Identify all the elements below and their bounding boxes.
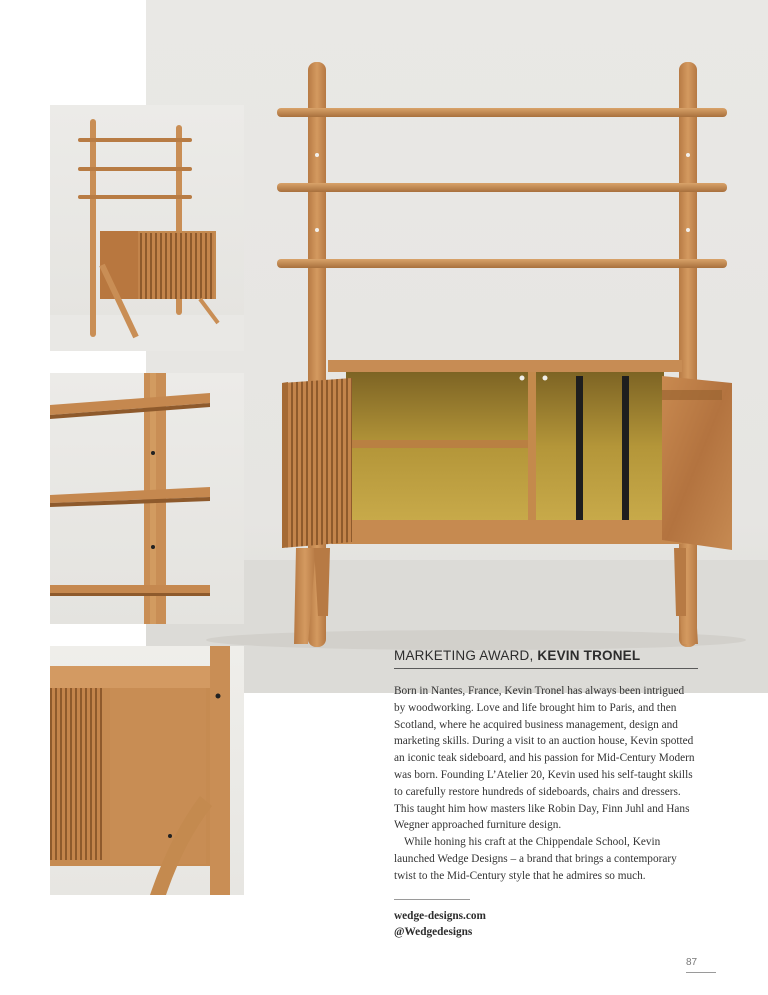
thumbnail-full-unit [50, 105, 244, 351]
thumbnail-cabinet-detail [50, 646, 244, 895]
paragraph: While honing his craft at the Chippendale School, Kevin launched Wedge Designs – a brand that brings a contemporary twist to the Mid-Century style that he admires so much. [394, 836, 677, 882]
page-number: 87 [686, 957, 716, 973]
article-body [394, 683, 698, 885]
social-handle[interactable]: @Wedgedesigns [394, 925, 473, 938]
divider [394, 899, 470, 900]
heading-award: MARKETING AWARD, [394, 648, 538, 663]
paragraph: Born in Nantes, France, Kevin Tronel has always been intrigued by woodworking. Love and life brought him to Paris, and then Scotland, where he acquired business management, design and marketing skills. During a visit to an auction house, Kevin spotted an iconic teak sideboard, and his passion for Mid-Century Modern was born. Founding L’Atelier 20, Kevin used his self-taught skills to carefully restore hundreds of sideboards, chairs and dressers. This taught him how masters like Robin Day, Finn Juhl and Hans Wegner approached furniture design. [394, 685, 695, 832]
website-link[interactable]: wedge-designs.com [394, 909, 486, 922]
thumbnail-shelf-detail [50, 373, 244, 624]
heading-name: KEVIN TRONEL [537, 648, 641, 663]
contact-links [394, 908, 698, 940]
article-heading [394, 648, 698, 669]
article [394, 648, 698, 940]
